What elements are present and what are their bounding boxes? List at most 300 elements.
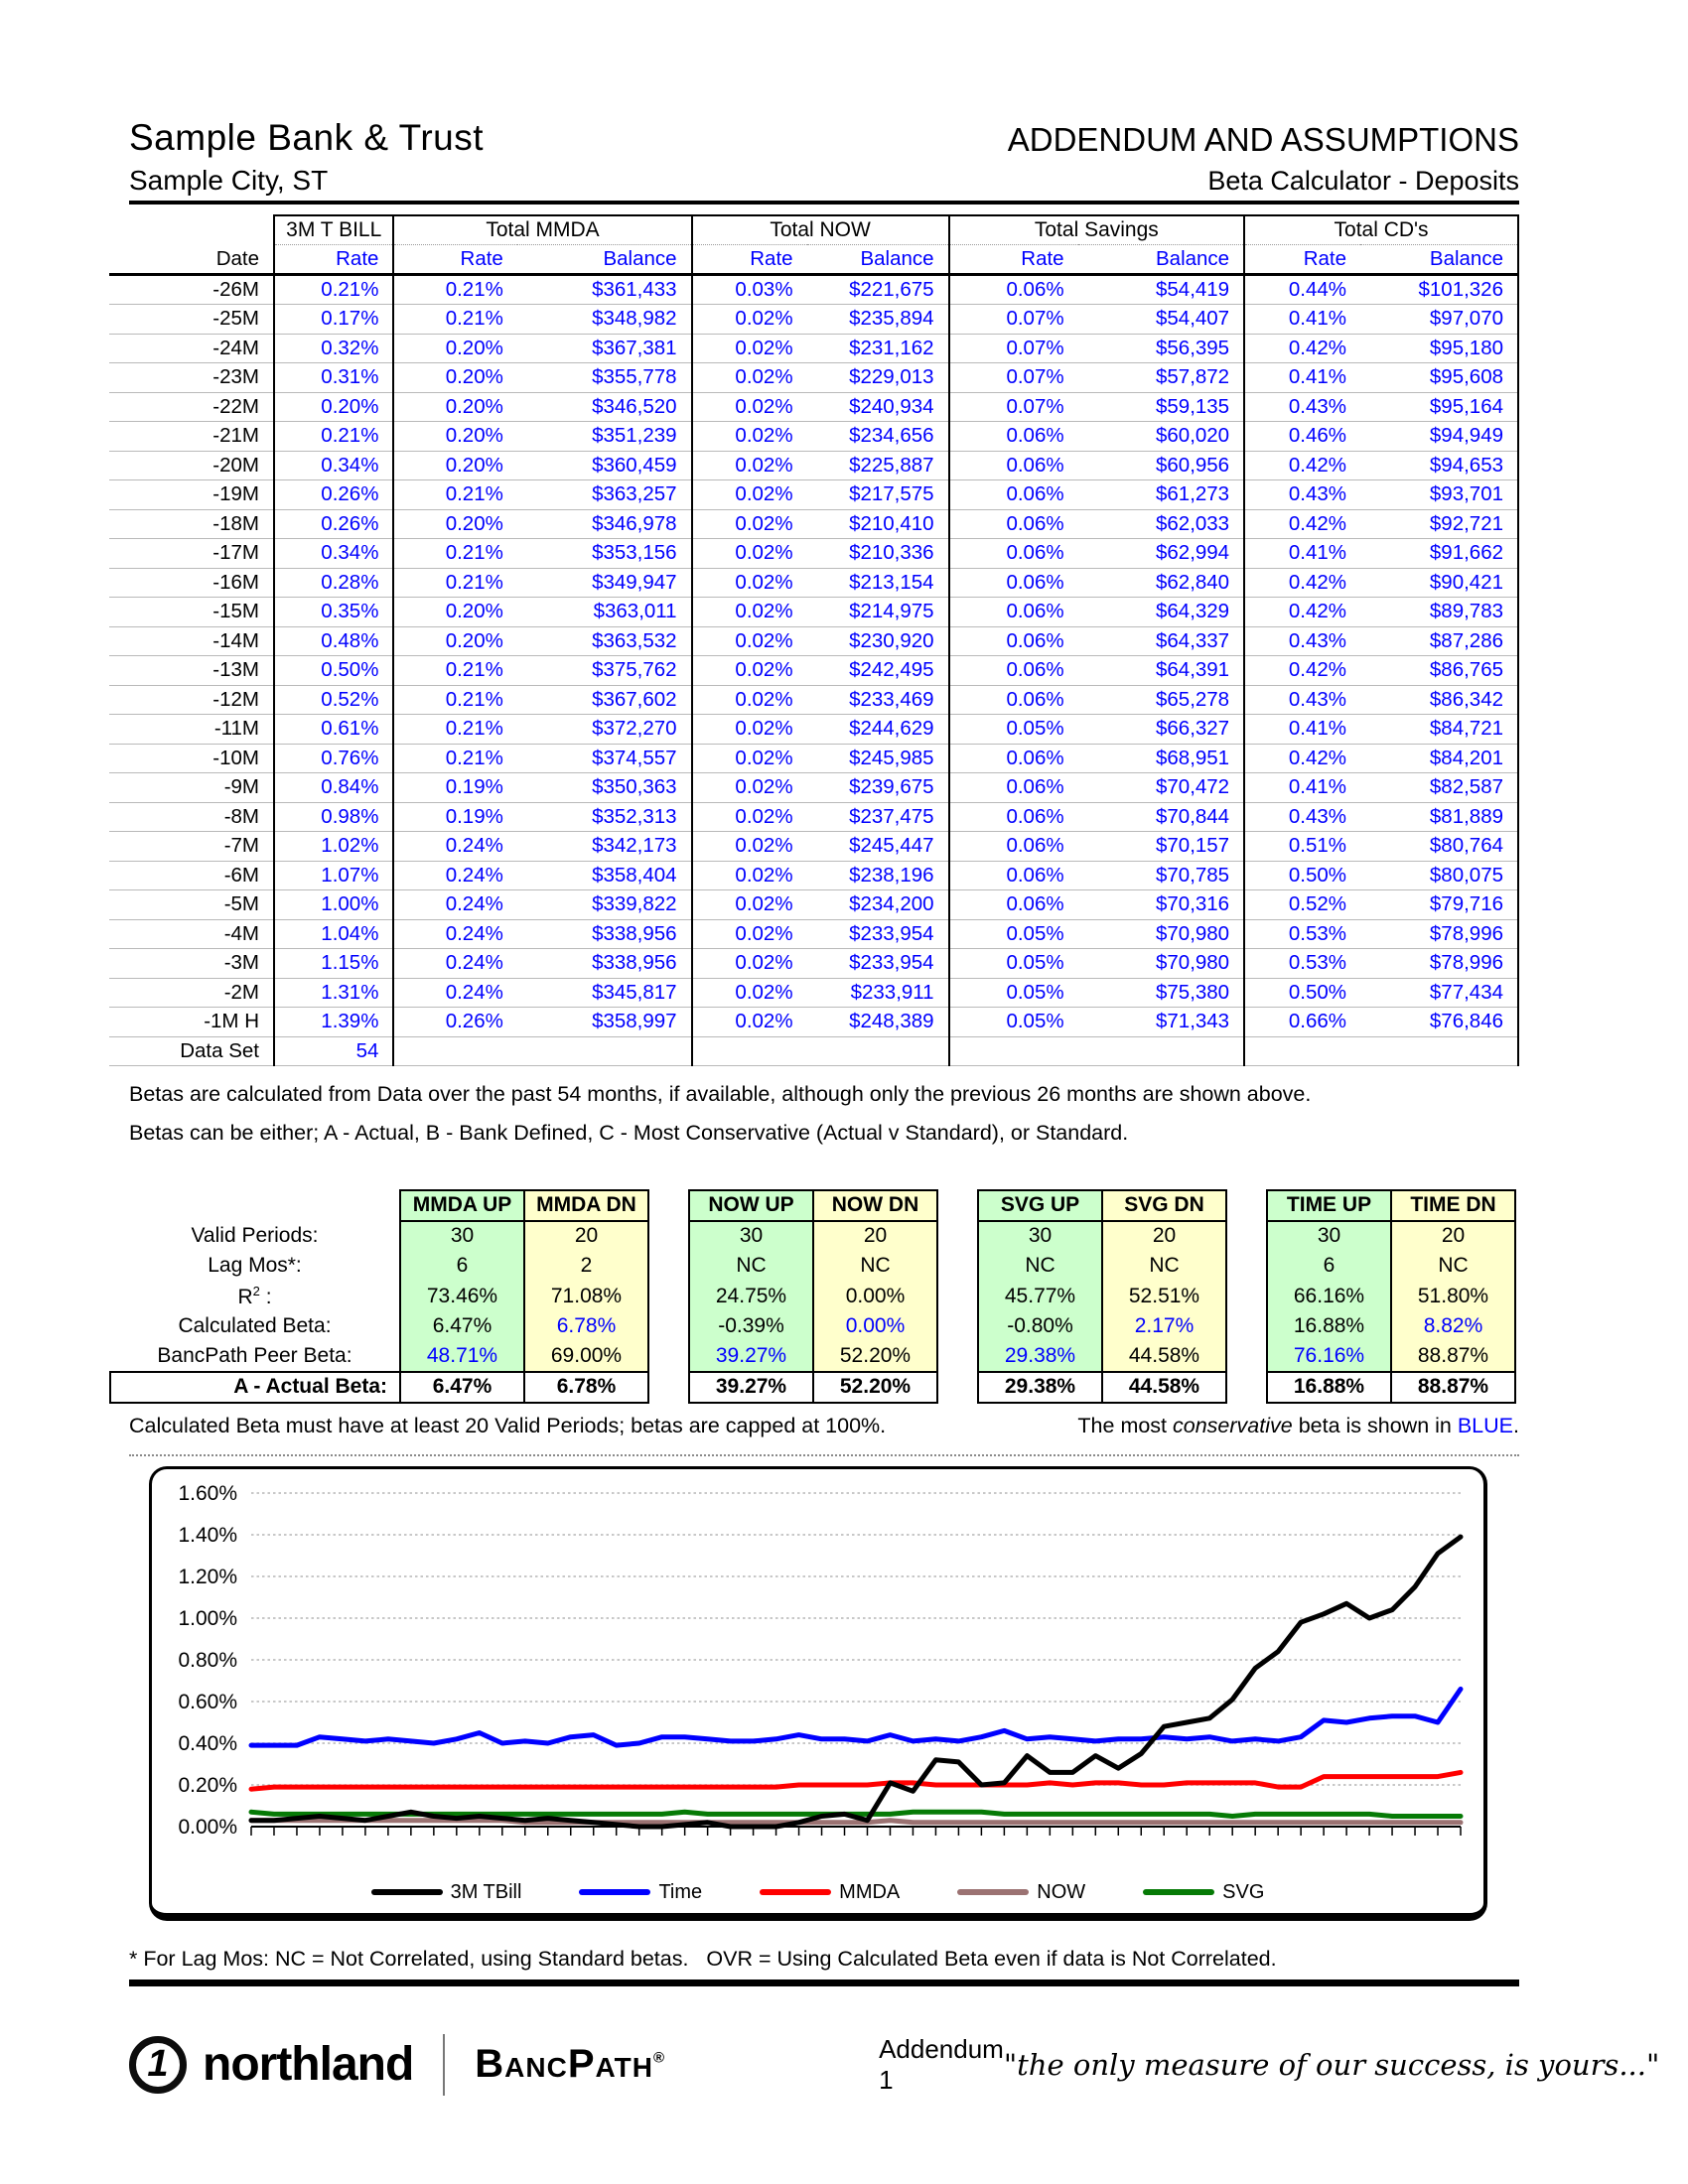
value-cell: $66,327 <box>1078 715 1245 745</box>
legend-item <box>371 1881 522 1904</box>
date-cell: -15M <box>109 598 274 627</box>
value-cell: 0.44% <box>1244 275 1360 305</box>
spacer-cell <box>1226 1190 1267 1221</box>
table-row <box>109 861 1518 890</box>
value-cell: 0.02% <box>692 685 807 715</box>
value-cell: 0.06% <box>949 568 1078 598</box>
value-cell: 0.21% <box>393 656 516 686</box>
bancpath-wordmark: BancPath® <box>475 2042 666 2086</box>
value-cell: 0.24% <box>393 890 516 920</box>
value-cell: 0.02% <box>692 334 807 363</box>
table-row <box>109 568 1518 598</box>
spacer-cell <box>109 215 274 245</box>
beta-value-cell: 30 <box>400 1221 524 1252</box>
value-cell: $350,363 <box>517 773 692 803</box>
value-cell: 0.42% <box>1244 568 1360 598</box>
value-cell: 0.02% <box>692 656 807 686</box>
value-cell: 0.07% <box>949 392 1078 422</box>
value-cell: $94,949 <box>1360 422 1518 452</box>
value-cell: $353,156 <box>517 539 692 569</box>
date-cell: -9M <box>109 773 274 803</box>
value-cell: $78,996 <box>1360 949 1518 979</box>
beta-value-cell: NC <box>1102 1251 1226 1282</box>
value-cell: $93,701 <box>1360 480 1518 510</box>
date-cell: -20M <box>109 451 274 480</box>
beta-row-label: BancPath Peer Beta: <box>157 1344 352 1368</box>
lag-footnote: * For Lag Mos: NC = Not Correlated, using Standard betas. OVR = Using Calculated Beta even if data is Not Correlated. <box>129 1946 1277 1971</box>
date-cell: -6M <box>109 861 274 890</box>
value-cell: 0.41% <box>1244 305 1360 335</box>
table-row <box>109 334 1518 363</box>
value-cell: 0.02% <box>692 861 807 890</box>
beta-actual-value: 16.88% <box>1267 1372 1391 1403</box>
value-cell: 0.06% <box>949 861 1078 890</box>
value-cell: $62,840 <box>1078 568 1245 598</box>
beta-column-header: SVG DN <box>1102 1190 1226 1221</box>
beta-value-cell: 20 <box>813 1221 937 1252</box>
spacer-cell <box>1226 1282 1267 1312</box>
value-cell: 0.02% <box>692 480 807 510</box>
value-cell: 0.02% <box>692 919 807 949</box>
deposits-group-header-row <box>109 215 1518 245</box>
value-cell: $221,675 <box>807 275 949 305</box>
value-cell: 0.28% <box>274 568 393 598</box>
value-cell: $77,434 <box>1360 978 1518 1008</box>
footer <box>129 2033 1660 2096</box>
value-cell: 0.20% <box>274 392 393 422</box>
beta-actual-value: 6.47% <box>400 1372 524 1403</box>
value-cell: 0.07% <box>949 363 1078 393</box>
svg-text:0.80%: 0.80% <box>178 1648 237 1672</box>
value-cell: 0.02% <box>692 363 807 393</box>
value-cell: $70,980 <box>1078 949 1245 979</box>
rates-chart-svg <box>156 1477 1477 1874</box>
empty-cell <box>393 1036 691 1066</box>
value-cell: 0.05% <box>949 1008 1078 1037</box>
svg-text:1.20%: 1.20% <box>178 1565 237 1588</box>
value-cell: $57,872 <box>1078 363 1245 393</box>
value-cell: 0.06% <box>949 890 1078 920</box>
value-cell: $95,608 <box>1360 363 1518 393</box>
header <box>129 117 1519 159</box>
value-cell: $245,447 <box>807 832 949 862</box>
spacer-cell <box>648 1342 689 1373</box>
value-cell: $84,721 <box>1360 715 1518 745</box>
table-row <box>109 890 1518 920</box>
table-row <box>109 626 1518 656</box>
spacer-cell <box>1226 1311 1267 1342</box>
value-cell: $361,433 <box>517 275 692 305</box>
value-cell: 0.51% <box>1244 832 1360 862</box>
value-cell: $217,575 <box>807 480 949 510</box>
date-cell: -19M <box>109 480 274 510</box>
table-row <box>109 509 1518 539</box>
spacer-cell <box>648 1282 689 1312</box>
group-header-now: Total NOW <box>692 215 949 245</box>
value-cell: $235,894 <box>807 305 949 335</box>
column-header-balance: Balance <box>1360 245 1518 275</box>
legend-label: MMDA <box>839 1880 901 1903</box>
value-cell: $84,201 <box>1360 744 1518 773</box>
beta-row-lag <box>110 1251 1515 1282</box>
value-cell: $92,721 <box>1360 509 1518 539</box>
value-cell: 0.32% <box>274 334 393 363</box>
value-cell: $78,996 <box>1360 919 1518 949</box>
svg-text:0.00%: 0.00% <box>178 1815 237 1839</box>
value-cell: 0.42% <box>1244 598 1360 627</box>
value-cell: $234,656 <box>807 422 949 452</box>
value-cell: $75,380 <box>1078 978 1245 1008</box>
page-label: Addendum 1 <box>879 2033 1004 2095</box>
value-cell: 0.98% <box>274 802 393 832</box>
value-cell: 0.50% <box>1244 861 1360 890</box>
value-cell: 0.06% <box>949 598 1078 627</box>
beta-value-cell: 6 <box>400 1251 524 1282</box>
beta-value-cell: 44.58% <box>1102 1342 1226 1373</box>
footer-quote: "the only measure of our success, is yours..." <box>1003 2047 1660 2082</box>
beta-value-cell: 6.78% <box>524 1311 648 1342</box>
value-cell: 0.34% <box>274 451 393 480</box>
value-cell: $239,675 <box>807 773 949 803</box>
column-header-rate: Rate <box>274 245 393 275</box>
beta-value-cell: -0.39% <box>689 1311 813 1342</box>
legend-label: NOW <box>1037 1880 1086 1903</box>
value-cell: 0.20% <box>393 598 516 627</box>
value-cell: 1.07% <box>274 861 393 890</box>
beta-table <box>109 1189 1516 1404</box>
beta-value-cell: 2.17% <box>1102 1311 1226 1342</box>
value-cell: 0.21% <box>393 568 516 598</box>
beta-value-cell: 6.47% <box>400 1311 524 1342</box>
spacer-cell <box>110 1190 400 1221</box>
value-cell: $233,911 <box>807 978 949 1008</box>
value-cell: $237,475 <box>807 802 949 832</box>
value-cell: 0.41% <box>1244 363 1360 393</box>
beta-value-cell: 52.51% <box>1102 1282 1226 1312</box>
value-cell: $355,778 <box>517 363 692 393</box>
value-cell: $62,994 <box>1078 539 1245 569</box>
value-cell: 0.02% <box>692 890 807 920</box>
value-cell: 0.02% <box>692 451 807 480</box>
value-cell: 0.24% <box>393 861 516 890</box>
value-cell: $70,844 <box>1078 802 1245 832</box>
beta-note-left: Calculated Beta must have at least 20 Valid Periods; betas are capped at 100%. <box>129 1413 887 1437</box>
value-cell: 1.39% <box>274 1008 393 1037</box>
beta-actual-value: 52.20% <box>813 1372 937 1403</box>
value-cell: 0.34% <box>274 539 393 569</box>
legend-item <box>579 1881 702 1904</box>
table-row <box>109 832 1518 862</box>
date-cell: -7M <box>109 832 274 862</box>
company-name: Sample Bank & Trust <box>129 117 485 158</box>
value-cell: $64,337 <box>1078 626 1245 656</box>
beta-actual-value: 6.78% <box>524 1372 648 1403</box>
value-cell: 0.21% <box>393 275 516 305</box>
value-cell: $363,011 <box>517 598 692 627</box>
value-cell: 0.46% <box>1244 422 1360 452</box>
value-cell: 0.03% <box>692 275 807 305</box>
value-cell: $62,033 <box>1078 509 1245 539</box>
value-cell: 0.61% <box>274 715 393 745</box>
spacer-cell <box>1226 1251 1267 1282</box>
brand-divider <box>443 2034 445 2096</box>
value-cell: $375,762 <box>517 656 692 686</box>
table-row <box>109 802 1518 832</box>
value-cell: $238,196 <box>807 861 949 890</box>
value-cell: $349,947 <box>517 568 692 598</box>
beta-value-cell: 24.75% <box>689 1282 813 1312</box>
report-title: ADDENDUM AND ASSUMPTIONS <box>1007 121 1519 158</box>
registered-mark: ® <box>653 2049 666 2067</box>
beta-value-cell: NC <box>689 1251 813 1282</box>
value-cell: $358,997 <box>517 1008 692 1037</box>
beta-value-cell: 39.27% <box>689 1342 813 1373</box>
value-cell: $346,520 <box>517 392 692 422</box>
table-row <box>109 392 1518 422</box>
svg-text:1.00%: 1.00% <box>178 1606 237 1630</box>
svg-text:0.60%: 0.60% <box>178 1690 237 1713</box>
date-cell: -16M <box>109 568 274 598</box>
value-cell: 0.42% <box>1244 509 1360 539</box>
value-cell: $234,200 <box>807 890 949 920</box>
value-cell: $248,389 <box>807 1008 949 1037</box>
beta-value-cell: 30 <box>1267 1221 1391 1252</box>
spacer-cell <box>1226 1372 1267 1403</box>
beta-column-header: NOW UP <box>689 1190 813 1221</box>
value-cell: 0.42% <box>1244 451 1360 480</box>
deposits-table-body <box>109 275 1518 1037</box>
beta-notes <box>129 1414 1519 1456</box>
table-row <box>109 919 1518 949</box>
spacer-cell <box>937 1282 978 1312</box>
value-cell: $372,270 <box>517 715 692 745</box>
legend-line-swatch <box>1143 1889 1214 1895</box>
value-cell: $233,954 <box>807 949 949 979</box>
value-cell: $230,920 <box>807 626 949 656</box>
value-cell: 0.06% <box>949 832 1078 862</box>
value-cell: $346,978 <box>517 509 692 539</box>
value-cell: $363,532 <box>517 626 692 656</box>
group-header-mmda: Total MMDA <box>393 215 691 245</box>
spacer-cell <box>1226 1221 1267 1252</box>
date-cell: -21M <box>109 422 274 452</box>
date-cell: -17M <box>109 539 274 569</box>
value-cell: 0.02% <box>692 744 807 773</box>
value-cell: $70,316 <box>1078 890 1245 920</box>
table-row <box>109 1008 1518 1037</box>
beta-column-header: TIME DN <box>1391 1190 1515 1221</box>
value-cell: 0.21% <box>274 275 393 305</box>
table-row <box>109 598 1518 627</box>
beta-value-cell: NC <box>978 1251 1102 1282</box>
beta-row-calc <box>110 1311 1515 1342</box>
value-cell: 0.06% <box>949 539 1078 569</box>
value-cell: $229,013 <box>807 363 949 393</box>
beta-actual-value: 88.87% <box>1391 1372 1515 1403</box>
date-cell: -24M <box>109 334 274 363</box>
value-cell: 0.21% <box>393 539 516 569</box>
value-cell: $225,887 <box>807 451 949 480</box>
value-cell: 0.06% <box>949 509 1078 539</box>
beta-value-cell: 16.88% <box>1267 1311 1391 1342</box>
value-cell: 0.21% <box>393 685 516 715</box>
value-cell: $56,395 <box>1078 334 1245 363</box>
value-cell: 0.43% <box>1244 392 1360 422</box>
value-cell: 0.02% <box>692 832 807 862</box>
date-cell: -23M <box>109 363 274 393</box>
value-cell: 0.21% <box>393 715 516 745</box>
value-cell: $360,459 <box>517 451 692 480</box>
beta-value-cell: 20 <box>1391 1221 1515 1252</box>
column-header-rate: Rate <box>393 245 516 275</box>
spacer-cell <box>937 1190 978 1221</box>
deposits-table <box>109 214 1519 1066</box>
value-cell: $91,662 <box>1360 539 1518 569</box>
table-row <box>109 744 1518 773</box>
chart-legend <box>156 1881 1479 1904</box>
column-header-balance: Balance <box>807 245 949 275</box>
legend-item <box>760 1881 900 1904</box>
value-cell: $94,653 <box>1360 451 1518 480</box>
value-cell: $54,407 <box>1078 305 1245 335</box>
value-cell: $240,934 <box>807 392 949 422</box>
beta-value-cell: 29.38% <box>978 1342 1102 1373</box>
beta-row-peer <box>110 1342 1515 1373</box>
value-cell: $70,157 <box>1078 832 1245 862</box>
beta-value-cell: 8.82% <box>1391 1311 1515 1342</box>
value-cell: $97,070 <box>1360 305 1518 335</box>
value-cell: $64,391 <box>1078 656 1245 686</box>
beta-value-cell: 6 <box>1267 1251 1391 1282</box>
value-cell: 0.06% <box>949 802 1078 832</box>
value-cell: 0.02% <box>692 305 807 335</box>
value-cell: $64,329 <box>1078 598 1245 627</box>
value-cell: 0.21% <box>274 422 393 452</box>
value-cell: 0.26% <box>393 1008 516 1037</box>
beta-value-cell: -0.80% <box>978 1311 1102 1342</box>
table-row <box>109 422 1518 452</box>
date-cell: -1M H <box>109 1008 274 1037</box>
legend-line-swatch <box>371 1889 443 1895</box>
value-cell: 0.53% <box>1244 919 1360 949</box>
value-cell: $70,472 <box>1078 773 1245 803</box>
beta-value-cell: 45.77% <box>978 1282 1102 1312</box>
beta-table-body <box>110 1190 1515 1403</box>
beta-value-cell: 30 <box>978 1221 1102 1252</box>
spacer-cell <box>648 1221 689 1252</box>
value-cell: $233,469 <box>807 685 949 715</box>
beta-value-cell: 71.08% <box>524 1282 648 1312</box>
value-cell: 0.24% <box>393 978 516 1008</box>
spacer-cell <box>1226 1342 1267 1373</box>
table-row <box>109 685 1518 715</box>
value-cell: 0.24% <box>393 919 516 949</box>
value-cell: $86,765 <box>1360 656 1518 686</box>
beta-value-cell: 73.46% <box>400 1282 524 1312</box>
value-cell: 0.20% <box>393 363 516 393</box>
value-cell: 0.20% <box>393 626 516 656</box>
value-cell: $79,716 <box>1360 890 1518 920</box>
value-cell: $60,020 <box>1078 422 1245 452</box>
beta-value-cell: 66.16% <box>1267 1282 1391 1312</box>
value-cell: $342,173 <box>517 832 692 862</box>
value-cell: 0.02% <box>692 802 807 832</box>
value-cell: $233,954 <box>807 919 949 949</box>
value-cell: 0.24% <box>393 949 516 979</box>
report-subtitle: Beta Calculator - Deposits <box>1207 166 1519 196</box>
value-cell: 0.41% <box>1244 539 1360 569</box>
value-cell: $244,629 <box>807 715 949 745</box>
beta-column-header: MMDA UP <box>400 1190 524 1221</box>
table-row <box>109 978 1518 1008</box>
value-cell: $245,985 <box>807 744 949 773</box>
date-cell: -18M <box>109 509 274 539</box>
value-cell: 0.21% <box>393 744 516 773</box>
table-note-2: Betas can be either; A - Actual, B - Bank Defined, C - Most Conservative (Actual v Standard), or Standard. <box>129 1121 1129 1145</box>
table-row <box>109 656 1518 686</box>
beta-value-cell: 30 <box>689 1221 813 1252</box>
value-cell: 0.06% <box>949 422 1078 452</box>
value-cell: 0.06% <box>949 685 1078 715</box>
spacer-cell <box>648 1251 689 1282</box>
value-cell: $352,313 <box>517 802 692 832</box>
table-row <box>109 275 1518 305</box>
value-cell: 0.06% <box>949 744 1078 773</box>
beta-value-cell: 52.20% <box>813 1342 937 1373</box>
table-row <box>109 305 1518 335</box>
value-cell: $95,180 <box>1360 334 1518 363</box>
date-cell: -26M <box>109 275 274 305</box>
value-cell: $81,889 <box>1360 802 1518 832</box>
value-cell: 0.20% <box>393 422 516 452</box>
data-set-row <box>109 1036 1518 1066</box>
value-cell: $374,557 <box>517 744 692 773</box>
date-cell: -3M <box>109 949 274 979</box>
value-cell: 0.06% <box>949 275 1078 305</box>
beta-value-cell: 0.00% <box>813 1311 937 1342</box>
value-cell: 0.02% <box>692 539 807 569</box>
date-cell: -2M <box>109 978 274 1008</box>
table-row <box>109 715 1518 745</box>
value-cell: 0.05% <box>949 715 1078 745</box>
beta-value-cell: 69.00% <box>524 1342 648 1373</box>
northland-wordmark: northland <box>203 2038 414 2091</box>
data-set-value: 54 <box>274 1036 393 1066</box>
legend-label: SVG <box>1222 1880 1265 1903</box>
value-cell: 0.02% <box>692 568 807 598</box>
beta-column-header: TIME UP <box>1267 1190 1391 1221</box>
column-header-balance: Balance <box>1078 245 1245 275</box>
value-cell: 0.21% <box>393 305 516 335</box>
value-cell: $70,785 <box>1078 861 1245 890</box>
spacer-cell <box>937 1311 978 1342</box>
value-cell: 0.02% <box>692 773 807 803</box>
spacer-cell <box>648 1372 689 1403</box>
value-cell: 0.05% <box>949 949 1078 979</box>
legend-item <box>1143 1881 1264 1904</box>
value-cell: $214,975 <box>807 598 949 627</box>
value-cell: 0.02% <box>692 978 807 1008</box>
date-cell: -13M <box>109 656 274 686</box>
beta-note-right: The most conservative beta is shown in BLUE. <box>1077 1413 1519 1437</box>
value-cell: 0.05% <box>949 978 1078 1008</box>
beta-actual-value: 44.58% <box>1102 1372 1226 1403</box>
value-cell: 0.02% <box>692 422 807 452</box>
value-cell: 0.76% <box>274 744 393 773</box>
value-cell: 0.52% <box>274 685 393 715</box>
svg-text:1.60%: 1.60% <box>178 1481 237 1505</box>
value-cell: $80,764 <box>1360 832 1518 862</box>
